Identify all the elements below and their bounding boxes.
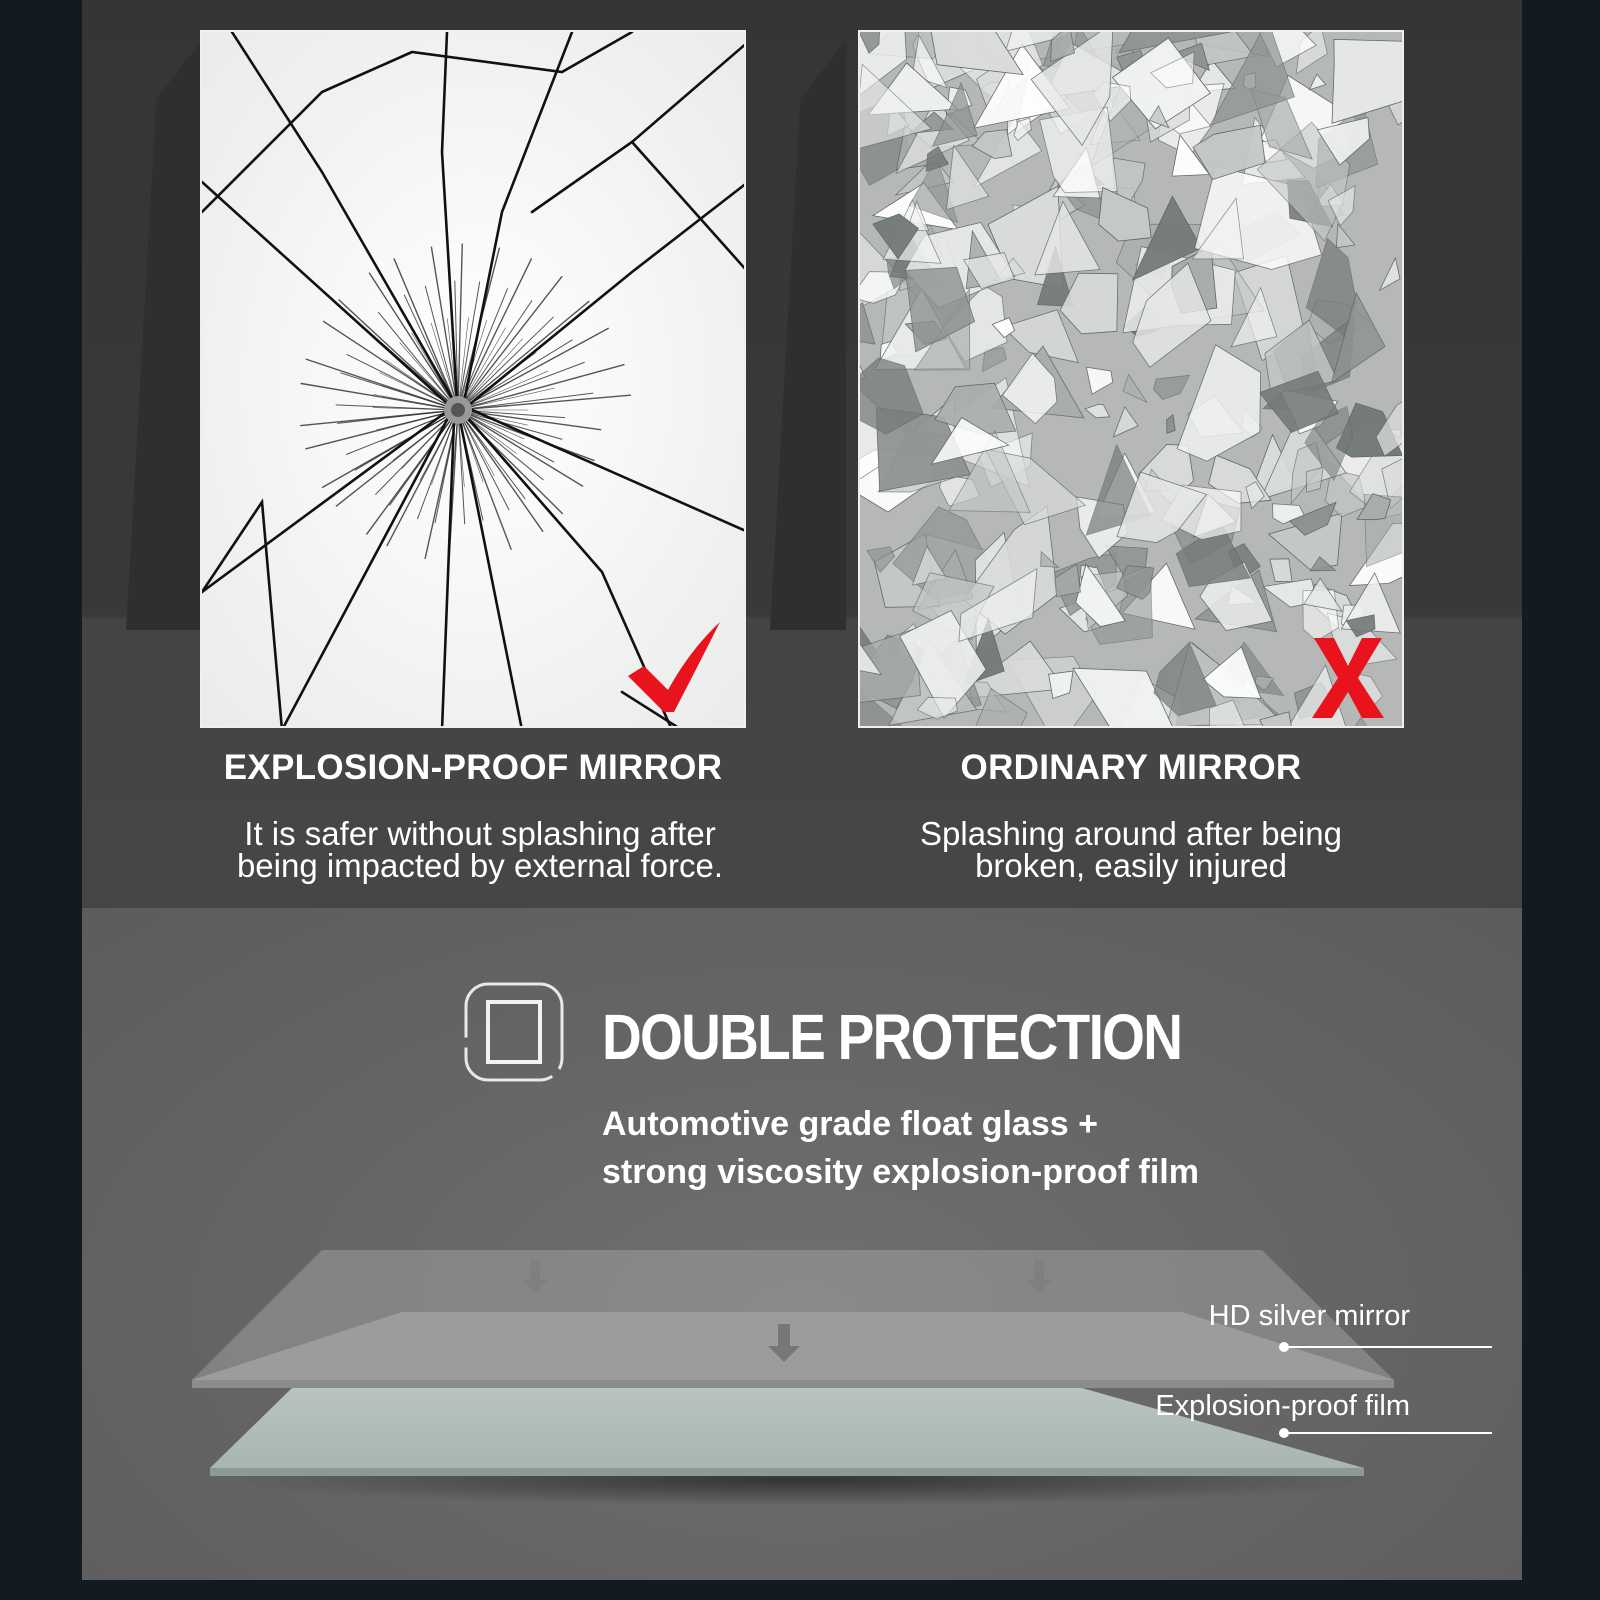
- hd-silver-mirror-label: HD silver mirror: [1208, 1300, 1410, 1332]
- product-panel: [82, 0, 1522, 1580]
- description-line: being impacted by external force.: [236, 847, 724, 884]
- description-line: It is safer without splashing after: [244, 815, 716, 852]
- mirror-frame-icon: [462, 980, 566, 1084]
- check-icon: [624, 620, 724, 716]
- description-line: broken, easily injured: [975, 847, 1287, 884]
- explosion-proof-description: [160, 815, 800, 884]
- double-protection-subtitle: [602, 1100, 1199, 1196]
- cross-icon: [1310, 636, 1386, 720]
- ordinary-mirror-title: ORDINARY MIRROR: [960, 748, 1302, 787]
- backdrop-shadow-left: [126, 40, 202, 630]
- description-line: Splashing around after being: [920, 815, 1342, 852]
- shattered-glass-image: [860, 32, 1404, 728]
- leader-line: [1286, 1346, 1492, 1348]
- leader-line: [1286, 1432, 1492, 1434]
- explosion-proof-mirror-photo: [200, 30, 746, 728]
- comparison-section: [82, 0, 1522, 908]
- glass-layers-diagram: [82, 1230, 1522, 1530]
- double-protection-title: DOUBLE PROTECTION: [602, 1001, 1182, 1073]
- ordinary-mirror-description: [811, 815, 1451, 884]
- explosion-proof-film-label: Explosion-proof film: [1155, 1390, 1410, 1422]
- explosion-proof-title: EXPLOSION-PROOF MIRROR: [223, 748, 723, 787]
- ordinary-mirror-photo: [858, 30, 1404, 728]
- subtitle-line: strong viscosity explosion-proof film: [602, 1153, 1199, 1191]
- subtitle-line: Automotive grade float glass +: [602, 1105, 1098, 1143]
- backdrop-shadow-right: [770, 40, 846, 630]
